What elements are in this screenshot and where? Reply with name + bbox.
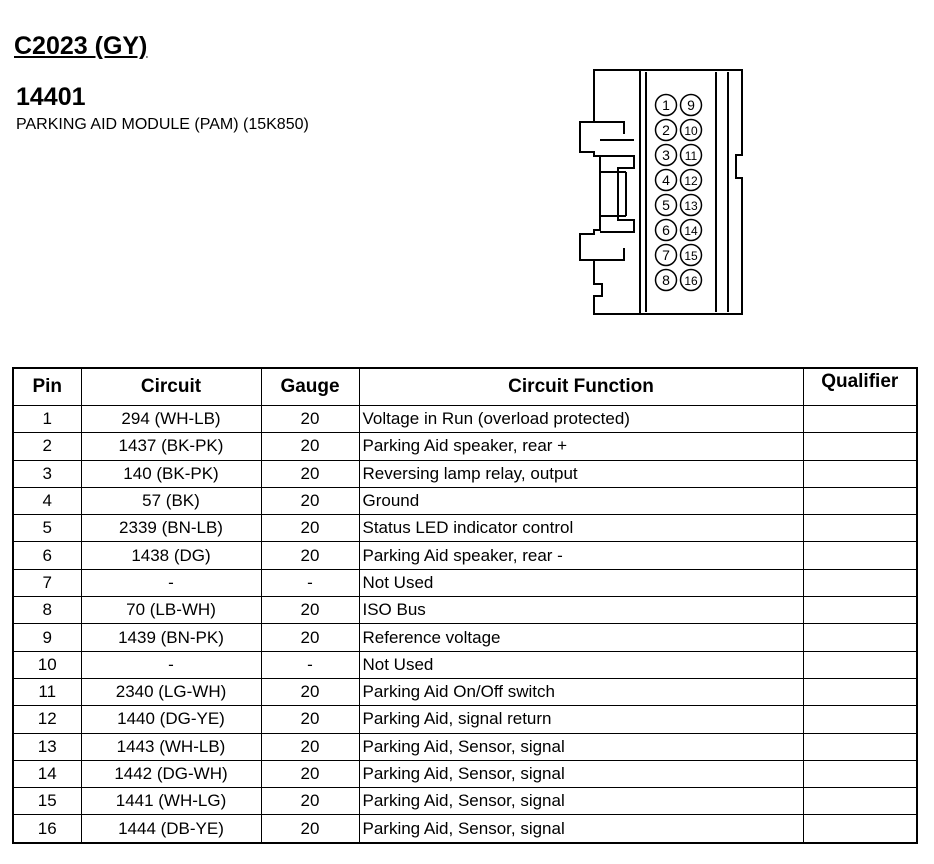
circuit-function-cell: Status LED indicator control [359, 515, 803, 542]
table-row [13, 460, 917, 487]
gauge-cell: - [261, 569, 359, 596]
gauge-cell: 20 [261, 788, 359, 815]
circuit-function-cell: Ground [359, 487, 803, 514]
table-row [13, 678, 917, 705]
connector-pin-label: 2 [662, 122, 670, 138]
gauge-cell: 20 [261, 706, 359, 733]
circuit-cell: 70 (LB-WH) [81, 597, 261, 624]
gauge-cell: 20 [261, 542, 359, 569]
circuit-cell: 1439 (BN-PK) [81, 624, 261, 651]
table-row [13, 733, 917, 760]
circuit-cell: 140 (BK-PK) [81, 460, 261, 487]
circuit-function-cell: Parking Aid speaker, rear - [359, 542, 803, 569]
connector-pin-1 [656, 95, 677, 116]
connector-pin-10 [681, 120, 702, 141]
connector-face-diagram [570, 60, 760, 330]
circuit-function-cell: Not Used [359, 651, 803, 678]
qualifier-cell [803, 815, 917, 843]
circuit-function-cell: Parking Aid On/Off switch [359, 678, 803, 705]
qualifier-cell [803, 433, 917, 460]
table-row [13, 815, 917, 843]
table-row [13, 542, 917, 569]
qualifier-cell [803, 678, 917, 705]
table-row [13, 651, 917, 678]
pin-cell: 16 [13, 815, 81, 843]
connector-pin-5 [656, 195, 677, 216]
table-row [13, 624, 917, 651]
qualifier-cell [803, 733, 917, 760]
circuit-cell: 1440 (DG-YE) [81, 706, 261, 733]
module-name: PARKING AID MODULE (PAM) (15K850) [16, 116, 309, 133]
connector-pin-label: 12 [684, 174, 698, 188]
circuit-function-cell: Reversing lamp relay, output [359, 460, 803, 487]
part-number: 14401 [16, 83, 86, 111]
connector-pin-label: 4 [662, 172, 670, 188]
connector-pin-12 [681, 170, 702, 191]
connector-pin-8 [656, 270, 677, 291]
pin-cell: 1 [13, 406, 81, 433]
pin-cell: 10 [13, 651, 81, 678]
circuit-function-cell: Parking Aid, signal return [359, 706, 803, 733]
connector-pin-label: 10 [684, 124, 698, 138]
connector-pin-15 [681, 245, 702, 266]
gauge-cell: 20 [261, 406, 359, 433]
connector-pin-label: 8 [662, 272, 670, 288]
gauge-cell: 20 [261, 760, 359, 787]
connector-pin-label: 9 [687, 97, 695, 113]
gauge-cell: 20 [261, 433, 359, 460]
circuit-function-cell: Parking Aid, Sensor, signal [359, 733, 803, 760]
qualifier-cell [803, 406, 917, 433]
pin-circles [656, 95, 702, 291]
connector-pin-16 [681, 270, 702, 291]
circuit-cell: 57 (BK) [81, 487, 261, 514]
col-header-circuit-function: Circuit Function [359, 368, 803, 406]
circuit-function-cell: ISO Bus [359, 597, 803, 624]
connector-pin-label: 11 [684, 149, 698, 163]
gauge-cell: 20 [261, 597, 359, 624]
connector-pin-label: 14 [684, 224, 698, 238]
circuit-cell: 1443 (WH-LB) [81, 733, 261, 760]
pin-cell: 13 [13, 733, 81, 760]
connector-pin-14 [681, 220, 702, 241]
table-header-row [13, 368, 917, 406]
circuit-cell: - [81, 651, 261, 678]
circuit-cell: 1438 (DG) [81, 542, 261, 569]
gauge-cell: 20 [261, 624, 359, 651]
circuit-function-cell: Parking Aid, Sensor, signal [359, 760, 803, 787]
connector-pin-label: 13 [684, 199, 698, 213]
col-header-gauge: Gauge [261, 368, 359, 406]
table-row [13, 597, 917, 624]
pin-cell: 7 [13, 569, 81, 596]
table-row [13, 515, 917, 542]
col-header-qualifier: Qualifier [803, 368, 917, 406]
qualifier-cell [803, 651, 917, 678]
qualifier-cell [803, 487, 917, 514]
circuit-function-cell: Parking Aid, Sensor, signal [359, 815, 803, 843]
connector-pin-label: 1 [662, 97, 670, 113]
table-row [13, 433, 917, 460]
connector-pin-label: 5 [662, 197, 670, 213]
col-header-circuit: Circuit [81, 368, 261, 406]
circuit-cell: 294 (WH-LB) [81, 406, 261, 433]
connector-pin-4 [656, 170, 677, 191]
connector-pin-7 [656, 245, 677, 266]
connector-pin-label: 7 [662, 247, 670, 263]
circuit-cell: 1437 (BK-PK) [81, 433, 261, 460]
gauge-cell: - [261, 651, 359, 678]
connector-pin-11 [681, 145, 702, 166]
circuit-cell: 2340 (LG-WH) [81, 678, 261, 705]
pin-cell: 4 [13, 487, 81, 514]
table-row [13, 760, 917, 787]
pin-cell: 6 [13, 542, 81, 569]
circuit-function-cell: Not Used [359, 569, 803, 596]
connector-key [594, 122, 624, 260]
gauge-cell: 20 [261, 515, 359, 542]
gauge-cell: 20 [261, 815, 359, 843]
pin-cell: 14 [13, 760, 81, 787]
qualifier-cell [803, 569, 917, 596]
qualifier-cell [803, 706, 917, 733]
circuit-function-cell: Parking Aid speaker, rear + [359, 433, 803, 460]
pin-cell: 5 [13, 515, 81, 542]
pin-cell: 2 [13, 433, 81, 460]
connector-pin-6 [656, 220, 677, 241]
qualifier-cell [803, 597, 917, 624]
gauge-cell: 20 [261, 487, 359, 514]
qualifier-cell [803, 624, 917, 651]
qualifier-cell [803, 760, 917, 787]
circuit-function-cell: Voltage in Run (overload protected) [359, 406, 803, 433]
table-row [13, 406, 917, 433]
gauge-cell: 20 [261, 733, 359, 760]
connector-pin-3 [656, 145, 677, 166]
circuit-cell: 1444 (DB-YE) [81, 815, 261, 843]
pin-cell: 12 [13, 706, 81, 733]
connector-pin-2 [656, 120, 677, 141]
circuit-function-cell: Parking Aid, Sensor, signal [359, 788, 803, 815]
table-body [13, 406, 917, 843]
connector-pin-label: 3 [662, 147, 670, 163]
table-row [13, 706, 917, 733]
pin-cell: 8 [13, 597, 81, 624]
circuit-cell: 2339 (BN-LB) [81, 515, 261, 542]
circuit-function-cell: Reference voltage [359, 624, 803, 651]
gauge-cell: 20 [261, 460, 359, 487]
circuit-cell: - [81, 569, 261, 596]
connector-pin-9 [681, 95, 702, 116]
connector-pin-label: 16 [684, 274, 698, 288]
table-row [13, 487, 917, 514]
table-row [13, 788, 917, 815]
pin-cell: 15 [13, 788, 81, 815]
pin-cell: 9 [13, 624, 81, 651]
qualifier-cell [803, 542, 917, 569]
table-row [13, 569, 917, 596]
gauge-cell: 20 [261, 678, 359, 705]
pin-cell: 11 [13, 678, 81, 705]
pin-cell: 3 [13, 460, 81, 487]
qualifier-cell [803, 788, 917, 815]
circuit-cell: 1442 (DG-WH) [81, 760, 261, 787]
connector-pin-label: 15 [684, 249, 698, 263]
connector-pin-13 [681, 195, 702, 216]
qualifier-cell [803, 460, 917, 487]
pinout-table [12, 367, 918, 844]
connector-id-title: C2023 (GY) [14, 32, 148, 60]
connector-latch [600, 140, 634, 232]
circuit-cell: 1441 (WH-LG) [81, 788, 261, 815]
qualifier-cell [803, 515, 917, 542]
col-header-pin: Pin [13, 368, 81, 406]
connector-pin-label: 6 [662, 222, 670, 238]
